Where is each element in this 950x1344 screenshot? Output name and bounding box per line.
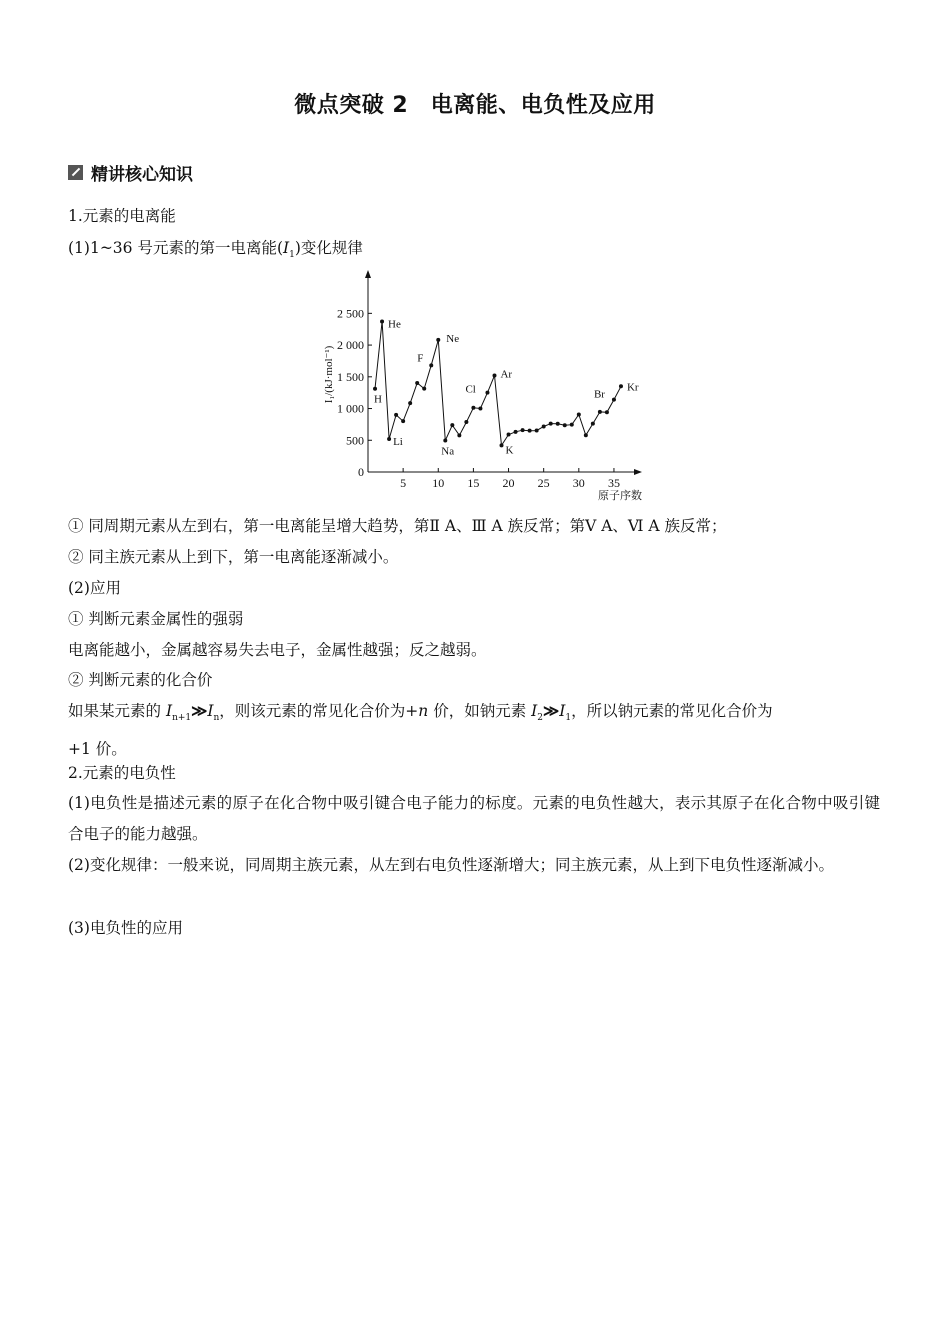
y-axis-arrow: [365, 270, 371, 278]
y-tick-label: 1 000: [337, 401, 364, 416]
y-tick-label: 2 000: [337, 338, 364, 353]
data-point: [507, 433, 511, 437]
element-label: H: [374, 393, 382, 406]
data-point: [464, 420, 468, 424]
ionization-energy-chart: [310, 262, 650, 507]
subheading-part: )变化规律: [294, 239, 363, 257]
x-axis-label: 原子序数: [598, 490, 642, 502]
var-sub: 1: [289, 250, 295, 261]
data-point: [373, 387, 377, 391]
x-tick-label: 35: [607, 476, 620, 490]
x-tick-label: 25: [537, 476, 550, 490]
much-greater-symbol: ≫: [543, 701, 560, 720]
data-point: [394, 413, 398, 417]
data-point: [563, 423, 567, 427]
data-point: [605, 410, 609, 414]
text-part: +1 价。: [68, 740, 127, 759]
application-valence-text: [68, 695, 880, 765]
data-point: [612, 398, 616, 402]
much-greater-symbol: ≫: [191, 701, 208, 720]
y-tick-label: 1 500: [337, 369, 364, 384]
series-line: [375, 322, 621, 446]
electronegativity-application: (3)电负性的应用: [68, 919, 183, 937]
electronegativity-definition: (1)电负性是描述元素的原子在化合物中吸引键合电子能力的标度。元素的电负性越大，表示其原子在化合物中吸引键合电子的能力越强。: [68, 794, 880, 843]
y-tick-label: 2 500: [337, 306, 364, 321]
element-label: Kr: [626, 381, 639, 394]
section-heading-text: 精讲核心知识: [91, 165, 193, 185]
text-part: 价，如钠元素: [428, 702, 532, 720]
data-point: [577, 413, 581, 417]
data-point: [380, 319, 384, 323]
data-point: [408, 401, 412, 405]
data-point: [429, 363, 433, 367]
data-point: [436, 338, 440, 342]
data-point: [422, 387, 426, 391]
application-metallic: ① 判断元素金属性的强弱: [68, 610, 244, 628]
var-n: n: [418, 702, 429, 720]
var-i: I: [559, 702, 566, 720]
x-tick-label: 5: [400, 476, 407, 490]
data-point: [443, 439, 447, 443]
data-point: [471, 406, 475, 410]
data-point: [485, 391, 489, 395]
chart-svg: [310, 262, 650, 507]
rule-group: ② 同主族元素从上到下，第一电离能逐渐减小。: [68, 548, 399, 566]
pencil-icon: [68, 165, 83, 180]
element-label: Li: [393, 436, 403, 448]
data-point: [584, 433, 588, 437]
data-point: [457, 433, 461, 437]
data-point: [514, 430, 518, 434]
data-point: [450, 423, 454, 427]
element-label: Cl: [465, 383, 476, 396]
data-point: [528, 429, 532, 433]
data-point: [549, 422, 553, 426]
heading-ionization-energy: 1.元素的电离能: [68, 207, 176, 225]
page-title: 微点突破 2 电离能、电负性及应用: [294, 93, 656, 118]
text-part: 如果某元素的: [68, 702, 166, 720]
data-point: [401, 419, 405, 423]
x-tick-label: 10: [432, 476, 445, 490]
data-point: [598, 410, 602, 414]
data-point: [619, 384, 623, 388]
element-label: F: [417, 352, 424, 365]
application-metallic-text: 电离能越小，金属越容易失去电子，金属性越强；反之越弱。: [68, 641, 487, 659]
heading-application: (2)应用: [68, 579, 121, 597]
electronegativity-trend: (2)变化规律：一般来说，同周期主族元素，从左到右电负性逐渐增大；同主族元素，从上到下电负性逐渐减小。: [68, 856, 834, 874]
text-part: ，则该元素的常见化合价为+: [219, 702, 419, 720]
var-i: I: [207, 702, 214, 720]
var-sub: 1: [565, 713, 572, 724]
data-point: [500, 443, 504, 447]
element-label: Ne: [446, 332, 460, 345]
var-sub: 2: [537, 713, 543, 724]
x-tick-label: 15: [467, 476, 480, 490]
data-point: [478, 407, 482, 411]
data-point: [570, 423, 574, 427]
data-point: [387, 437, 391, 441]
data-point: [542, 424, 546, 428]
element-label: He: [388, 318, 401, 331]
element-label: Na: [441, 445, 455, 458]
x-tick-label: 30: [572, 476, 585, 490]
y-tick-label: 500: [346, 433, 364, 448]
x-tick-label: 20: [502, 476, 515, 490]
var-i: I: [165, 702, 173, 720]
var-i: I: [283, 239, 290, 257]
data-point: [591, 422, 595, 426]
chart-series: [373, 319, 623, 447]
y-axis-label: I₁/(kJ·mol⁻¹): [323, 345, 335, 404]
var-i: I: [531, 702, 538, 720]
data-point: [521, 428, 525, 432]
var-sub: n+1: [172, 713, 192, 724]
data-point: [556, 422, 560, 426]
data-point: [535, 429, 539, 433]
data-point: [492, 373, 496, 377]
element-label: Br: [593, 388, 605, 401]
element-label: K: [505, 444, 514, 457]
y-tick-label: 0: [358, 465, 364, 479]
rule-period: ① 同周期元素从左到右，第一电离能呈增大趋势，第Ⅱ A、Ⅲ A 族反常；第Ⅴ A、Ⅵ A 族反常；: [68, 517, 727, 535]
x-axis-arrow: [634, 469, 642, 475]
heading-electronegativity: 2.元素的电负性: [68, 764, 176, 782]
subheading-part: (1)1~36 号元素的第一电离能(: [68, 239, 284, 257]
section-heading: [68, 160, 193, 185]
chart-axes: [323, 270, 642, 502]
var-sub: n: [213, 713, 220, 724]
element-label: Ar: [500, 368, 513, 381]
application-valence: ② 判断元素的化合价: [68, 671, 213, 689]
data-point: [415, 381, 419, 385]
text-part: ，所以钠元素的常见化合价为: [571, 702, 773, 720]
chart-labels: [374, 318, 639, 457]
